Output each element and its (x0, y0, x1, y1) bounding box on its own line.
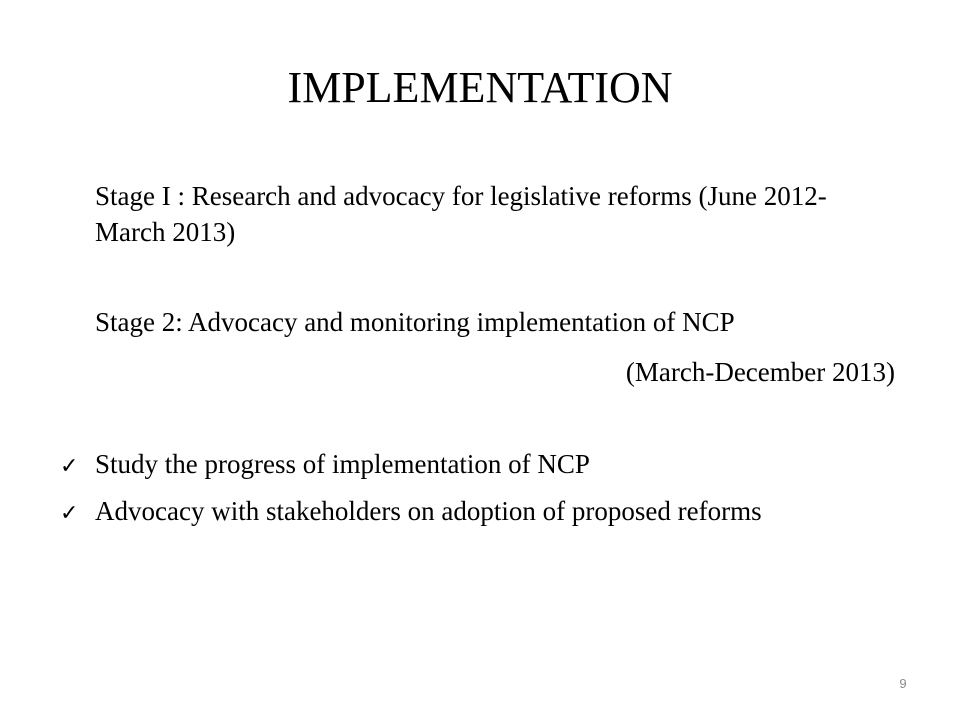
bullet-text: Advocacy with stakeholders on adoption of proposed reforms (95, 496, 762, 526)
page-number: 9 (899, 676, 907, 691)
bullet-text: Study the progress of implementation of NCP (95, 449, 590, 479)
check-icon: ✓ (60, 501, 79, 526)
slide-title: IMPLEMENTATION (287, 63, 673, 112)
stage-2-dates: (March-December 2013) (625, 357, 895, 387)
bullet-item (60, 493, 920, 532)
stage-2-text: Stage 2: Advocacy and monitoring implementation of NCP (95, 307, 735, 337)
stage-1-text: Stage I : Research and advocacy for legislative reforms (June 2012-March 2013) (95, 181, 827, 247)
bullet-item (60, 446, 920, 485)
bullet-list (60, 446, 920, 540)
check-icon: ✓ (60, 454, 79, 479)
